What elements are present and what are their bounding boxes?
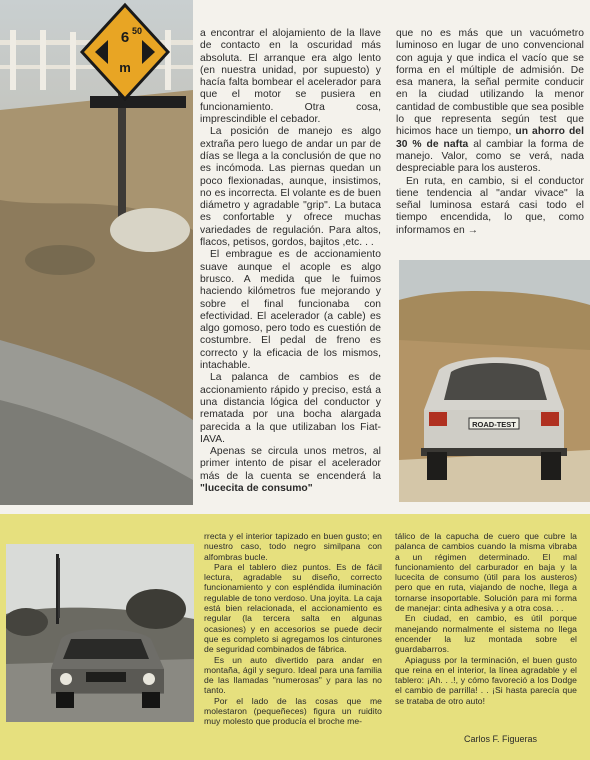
author-signature: Carlos F. Figueras <box>464 734 538 744</box>
svg-text:6: 6 <box>120 29 130 46</box>
box-paragraph: Para el tablero diez puntos. Es de fácil lectura, agradable su diseño, correcto funcionamiento y con espléndida iluminación regulable de tono verdoso. Una joyita. La caja está bien relacionada, el accionamiento es regular (la tercera salta en algunas ocasiones) y en accesorios se puede decir que es completo si agregamos los cinturones de seguridad combinados de fábrica. <box>204 561 382 655</box>
article-paragraph: a encontrar el alojamiento de la llave de contacto en la oscuridad más absoluta. El arranque era algo lento (en nuestra unidad, por supuesto) y hacía falta bombear el acelerador para que el motor se pusiera en funcionamiento. Otra cosa, imprescindible el cebador. <box>200 28 381 126</box>
article-text: Apenas se circula unos metros, al primer intento de pisar el acelerador más de la cuenta se encenderá la <box>200 446 381 482</box>
commentary-box <box>0 514 590 760</box>
article-paragraph: La posición de manejo es algo extraña pero luego de andar un par de días se llega a la conclusión de que no es incómoda. Las piernas quedan un poco flexionadas, aunque, insistimos, no es incorrecta. El volante es de buen diámetro y agradable "grip". La butaca es confortable y ofrece muchas variedades de regulación. Para altos, flacos, petisos, gordos, bajitos ,etc. . . <box>200 126 381 249</box>
article-paragraph: El embrague es de accionamiento suave aunque el acople es algo brusco. A medida que le fuimos haciendo kilómetros fue mejorando y sobre el final funcionaba con efectividad. El acelerador (a cable) es algo gomoso, pero todo es cuestión de costumbre. El pedal de freno es correcto y la eficacia de los mismos, intachable. <box>200 249 381 372</box>
box-column-1 <box>204 531 382 727</box>
article-paragraph <box>396 176 584 237</box>
box-paragraph: tálico de la capucha de cuero que cubre la palanca de cambios cuando la misma vibraba a un régimen determinado. El mal funcionamiento del carburador en baja y la lucecita de consumo (útil para los austeros) pero que en ruta, viajando de noche, llega a tornarse insoportable. Solución para mi forma de manejar: cinta adhesiva y a otra cosa. . . <box>395 531 577 614</box>
road-sign-photo <box>0 0 193 505</box>
svg-text:m: m <box>119 60 131 75</box>
article-bold-text: un ahorro del 30 % de nafta <box>396 126 584 150</box>
plate-text: ROAD-TEST <box>472 420 516 429</box>
box-paragraph: En ciudad, en cambio, es útil porque manejando normalmente el sistema no llega encender la luz montada sobre el guardabarros. <box>395 613 577 655</box>
box-column-2 <box>395 531 577 706</box>
article-text: que no es más que un vacuómetro luminoso en lugar de uno convencional con aguja y que indica el vacío que se forma en el múltiple de admisión. De esa manera, la señal permite conducir en la ciudad utilizando la menor cantidad de combustible que sea posible lo que representa según test que hicimos hace un tiempo, <box>396 28 584 138</box>
box-paragraph: Por el lado de las cosas que me molestaron (pequeñeces) figura un ruidito muy molesto que producía el broche me- <box>204 695 382 727</box>
article-paragraph: La palanca de cambios es de accionamiento rápido y preciso, está a una distancia lógica del conductor y rematada por una bocha alargada parecida a la que utilizaban los Fiat-IAVA. <box>200 372 381 445</box>
car-front-photo <box>6 544 194 722</box>
box-paragraph: Es un auto divertido para andar en montaña, ágil y seguro. Ideal para una familia de las llamadas "numerosas" y para las no tanto. <box>204 654 382 696</box>
article-text: al cambiar la forma de manejo. Valor, como se verá, nada despreciable para los austeros. <box>396 138 584 175</box>
article-column-2 <box>396 28 584 237</box>
article-paragraph <box>396 28 584 176</box>
car-rear-photo <box>399 260 590 502</box>
article-bold-text: "lucecita de consumo" <box>200 482 313 494</box>
continue-arrow-icon: → <box>467 224 479 236</box>
box-paragraph: rrecta y el interior tapizado en buen gusto; en nuestro caso, todo negro similpana con alfombras bucle. <box>204 531 382 562</box>
article-column-1 <box>200 28 381 495</box>
article-paragraph <box>200 446 381 495</box>
article-text: En ruta, en cambio, si el conductor tiene tendencia al "andar vivace" la señal luminosa estará casi todo el tiempo encendida, lo que, como informamos en <box>396 175 584 236</box>
box-paragraph: Apiaguss por la terminación, el buen gusto que reina en el interior, la línea agradable y el tablero: ¡Ah. . .!, y cómo favoreció a los Dodge el cambio de parrilla! . . ¡Si hasta parecía que se trataba de otro auto! <box>395 654 577 706</box>
svg-text:50: 50 <box>131 26 143 36</box>
